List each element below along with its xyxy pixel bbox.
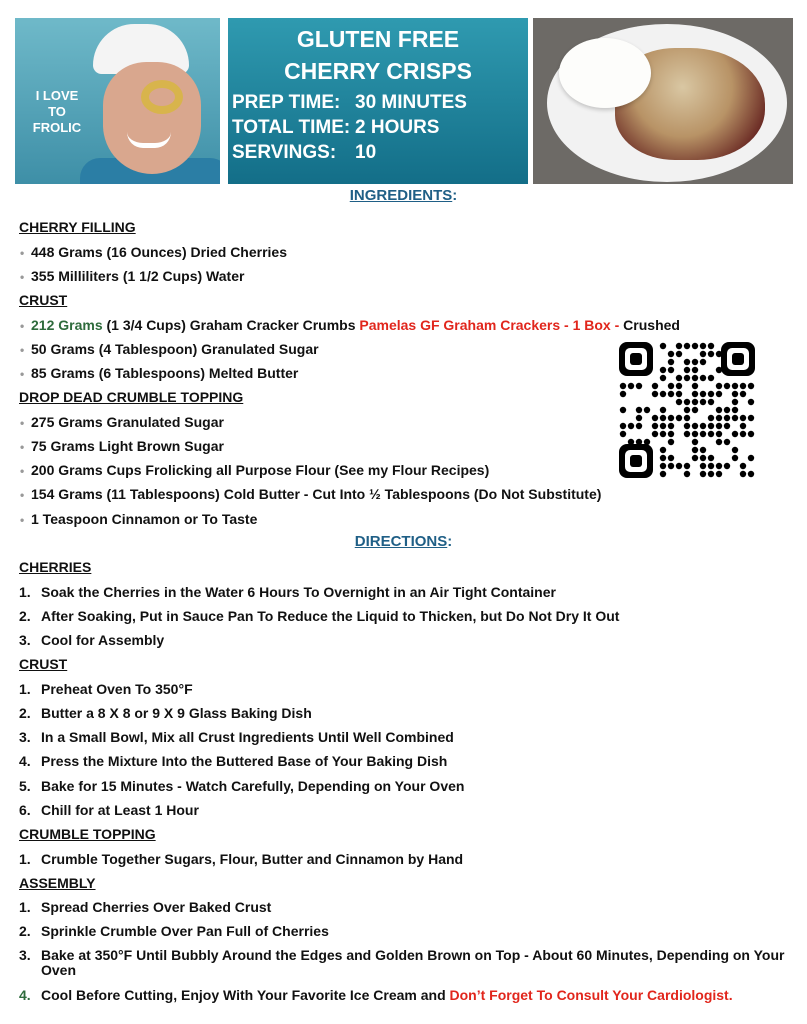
step-number: 1.: [19, 851, 31, 867]
ingredients-heading-text: INGREDIENTS: [349, 187, 453, 204]
caption-line-1: I LOVE: [35, 88, 79, 103]
chef-face-shape: [103, 62, 201, 174]
ingredient-text: (1 3/4 Cups) Graham Cracker Crumbs: [102, 317, 360, 333]
directions-heading-text: DIRECTIONS: [354, 533, 448, 550]
direction-step: [19, 802, 199, 818]
recipe-header: [15, 18, 793, 184]
ingredient-item: [20, 317, 680, 333]
bullet-icon: •: [20, 270, 25, 284]
crumble-topping-ingredients-title: DROP DEAD CRUMBLE TOPPING: [19, 389, 244, 405]
caption-line-2: TO: [48, 104, 66, 119]
ingredient-brand-note: Pamelas GF Graham Crackers - 1 Box -: [359, 317, 620, 333]
ingredients-heading-colon: :: [452, 187, 458, 204]
step-number: 5.: [19, 778, 31, 794]
servings-label: SERVINGS:: [232, 142, 337, 163]
step-number: 3.: [19, 947, 31, 963]
ingredient-text: 50 Grams (4 Tablespoon) Granulated Sugar: [31, 341, 319, 357]
ingredient-text: 75 Grams Light Brown Sugar: [31, 438, 224, 454]
ingredient-item: [20, 462, 489, 478]
title-box: [228, 18, 528, 184]
recipe-title-line-1: GLUTEN FREE: [296, 26, 460, 52]
direction-step: [19, 947, 784, 963]
ingredient-text: 1 Teaspoon Cinnamon or To Taste: [31, 511, 258, 527]
step-text: Sprinkle Crumble Over Pan Full of Cherries: [41, 923, 329, 939]
bullet-icon: •: [20, 513, 25, 527]
prep-time-value: 30 MINUTES: [355, 92, 467, 113]
bullet-icon: •: [20, 416, 25, 430]
direction-step: [19, 851, 463, 867]
ingredient-item: [20, 268, 244, 284]
total-time-label: TOTAL TIME:: [232, 117, 351, 138]
ingredient-item: [20, 341, 319, 357]
step-text: Spread Cherries Over Baked Crust: [41, 899, 272, 915]
step-text: Chill for at Least 1 Hour: [41, 802, 199, 818]
pineapple-ring-shape: [141, 80, 183, 114]
step-number: 1.: [19, 584, 31, 600]
direction-step: [19, 923, 329, 939]
direction-step: [19, 729, 454, 745]
step-number: 2.: [19, 705, 31, 721]
bullet-icon: •: [20, 464, 25, 478]
step-text: Preheat Oven To 350°F: [41, 681, 193, 697]
cherries-directions-title: CHERRIES: [19, 559, 92, 575]
step-number: 1.: [19, 681, 31, 697]
ingredient-item: [20, 244, 287, 260]
ice-cream-shape: [559, 38, 651, 108]
direction-step: [19, 753, 447, 769]
total-time-value: 2 HOURS: [355, 117, 440, 138]
step-text: Cool Before Cutting, Enjoy With Your Favorite Ice Cream and: [41, 987, 450, 1003]
crust-ingredients-title: CRUST: [19, 292, 68, 308]
cherry-filling-title: CHERRY FILLING: [19, 219, 136, 235]
ingredient-text: 355 Milliliters (1 1/2 Cups) Water: [31, 268, 245, 284]
step-number: 1.: [19, 899, 31, 915]
ingredient-item: [20, 414, 224, 430]
step-number: 3.: [19, 632, 31, 648]
total-time-row: [232, 117, 439, 139]
servings-row: [232, 142, 376, 164]
direction-step: [19, 632, 164, 648]
direction-step: [19, 987, 733, 1003]
prep-time-row: [232, 92, 467, 114]
ingredient-item: [20, 438, 224, 454]
bullet-icon: •: [20, 488, 25, 502]
caption-line-3: FROLIC: [32, 120, 82, 135]
ingredient-text: 200 Grams Cups Frolicking all Purpose Flour (See my Flour Recipes): [31, 462, 490, 478]
crumble-topping-directions-title: CRUMBLE TOPPING: [19, 826, 156, 842]
ingredient-text: 275 Grams Granulated Sugar: [31, 414, 224, 430]
step-text: Butter a 8 X 8 or 9 X 9 Glass Baking Dish: [41, 705, 312, 721]
step-text: After Soaking, Put in Sauce Pan To Reduce the Liquid to Thicken, but Do Not Dry It Out: [41, 608, 620, 624]
ingredient-item: [20, 365, 298, 381]
step-text: Cool for Assembly: [41, 632, 165, 648]
bullet-icon: •: [20, 343, 25, 357]
ingredient-text: 448 Grams (16 Ounces) Dried Cherries: [31, 244, 288, 260]
step-text: Crumble Together Sugars, Flour, Butter and Cinnamon by Hand: [41, 851, 464, 867]
step-text: Soak the Cherries in the Water 6 Hours To Overnight in an Air Tight Container: [41, 584, 556, 600]
step-number: 2.: [19, 923, 31, 939]
ingredients-heading: [0, 187, 807, 204]
direction-step: [19, 608, 619, 624]
bullet-icon: •: [20, 319, 25, 333]
ingredient-item: [20, 486, 601, 502]
directions-heading-colon: :: [447, 533, 453, 550]
directions-heading: [0, 533, 807, 550]
direction-step-continuation: Oven: [41, 962, 77, 978]
dessert-photo: [533, 18, 793, 184]
photo-caption: [21, 88, 93, 136]
bullet-icon: •: [20, 246, 25, 260]
step-text: Press the Mixture Into the Buttered Base of Your Baking Dish: [41, 753, 448, 769]
direction-step: [19, 705, 312, 721]
ingredient-text-tail: Crushed: [619, 317, 680, 333]
bullet-icon: •: [20, 440, 25, 454]
bullet-icon: •: [20, 367, 25, 381]
ingredient-amount: 212 Grams: [31, 317, 103, 333]
step-number: 4.: [19, 987, 31, 1003]
direction-step: [19, 584, 556, 600]
chef-photo: [15, 18, 220, 184]
assembly-directions-title: ASSEMBLY: [19, 875, 96, 891]
ingredient-text: 85 Grams (6 Tablespoons) Melted Butter: [31, 365, 299, 381]
direction-step: [19, 899, 271, 915]
servings-value: 10: [355, 142, 377, 163]
step-text: In a Small Bowl, Mix all Crust Ingredients Until Well Combined: [41, 729, 454, 745]
prep-time-label: PREP TIME:: [232, 92, 341, 113]
step-number: 2.: [19, 608, 31, 624]
qr-code[interactable]: [619, 342, 755, 478]
step-number: 4.: [19, 753, 31, 769]
ingredient-item: [20, 511, 257, 527]
step-warning-text: Don’t Forget To Consult Your Cardiologist.: [449, 987, 733, 1003]
step-number: 3.: [19, 729, 31, 745]
step-number: 6.: [19, 802, 31, 818]
direction-step: [19, 681, 193, 697]
recipe-title-line-2: CHERRY CRISPS: [284, 58, 472, 84]
step-text: Bake at 350°F Until Bubbly Around the Edges and Golden Brown on Top - About 60 Minutes, Depending on Your: [41, 947, 785, 963]
ingredient-text: 154 Grams (11 Tablespoons) Cold Butter - Cut Into ½ Tablespoons (Do Not Substitute): [31, 486, 602, 502]
step-text: Bake for 15 Minutes - Watch Carefully, Depending on Your Oven: [41, 778, 465, 794]
crust-directions-title: CRUST: [19, 656, 68, 672]
direction-step: [19, 778, 464, 794]
